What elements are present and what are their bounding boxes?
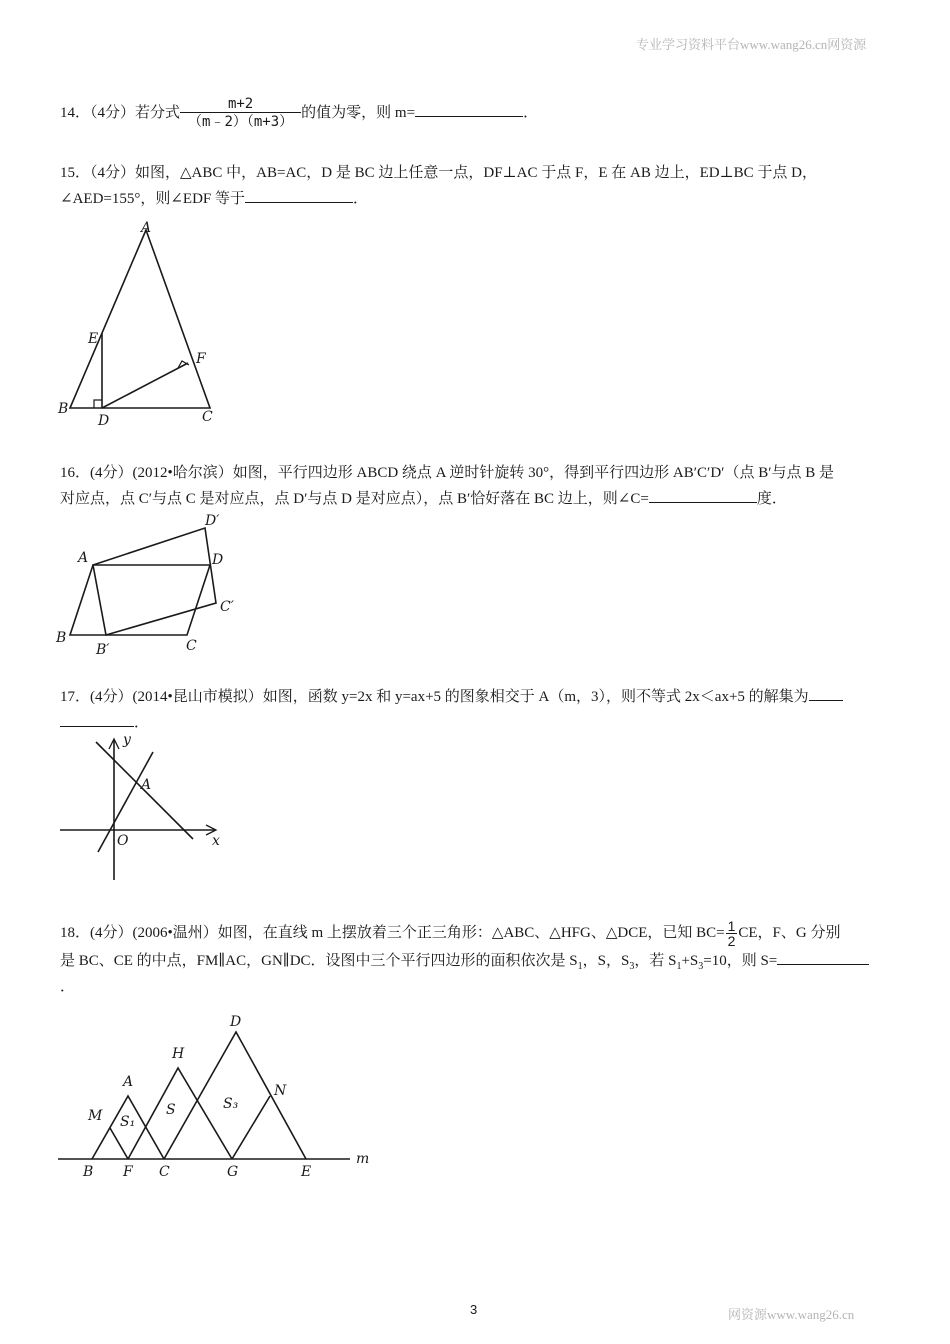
label-o: O: [117, 833, 129, 849]
q15-figure: [50, 215, 240, 430]
q18-answer-blank[interactable]: [777, 950, 869, 965]
label-c: C: [202, 409, 213, 425]
q17-figure: [55, 730, 235, 885]
label-d: D: [230, 1014, 242, 1030]
label-e: E: [88, 331, 99, 347]
q18-line1: [60, 918, 869, 948]
q14-end: ．: [523, 104, 539, 121]
label-b-prime: B′: [96, 642, 110, 658]
label-b: B: [83, 1164, 94, 1180]
q18-figure: [50, 1010, 390, 1185]
label-m-line: m: [356, 1151, 370, 1167]
q16-figure: [50, 508, 250, 658]
label-a: A: [141, 777, 152, 793]
question-15: [60, 162, 817, 210]
label-f: F: [123, 1164, 133, 1180]
question-14: [60, 96, 538, 131]
label-c: C: [159, 1164, 170, 1180]
right-angle-d: [94, 400, 102, 408]
label-a: A: [141, 220, 152, 236]
label-x: x: [212, 833, 220, 849]
q17-end: ．: [134, 715, 150, 731]
triangle-hfg: [128, 1068, 232, 1159]
segment-fm: [110, 1128, 128, 1159]
q16-line2: [60, 488, 834, 510]
label-b: B: [58, 401, 69, 417]
q16-line2-text: 对应点，点 C′与点 C 是对应点，点 D′与点 D 是对应点），点 B′恰好落在 BC 边上，则∠C=: [60, 491, 649, 507]
q14-denominator: （m﹣2）（m+3）: [180, 112, 301, 131]
q18-fraction: [726, 919, 738, 948]
parallelogram-ab1c1d1: [93, 528, 216, 635]
q18-line2: [60, 950, 869, 978]
q17-line1: [60, 686, 843, 708]
label-e: E: [301, 1164, 312, 1180]
q14-numerator: m+2: [227, 96, 254, 112]
q17-answer-blank-b[interactable]: [60, 712, 134, 727]
label-b: B: [56, 630, 67, 646]
question-16: [60, 462, 834, 510]
q18-line2-d: +S: [681, 953, 699, 970]
question-17: [60, 686, 843, 734]
q18-line1-b: CE，F、G 分别: [738, 925, 841, 941]
q16-unit: 度．: [756, 491, 787, 507]
label-y: y: [123, 732, 131, 748]
q18-sub-3b: 3: [698, 961, 704, 973]
q18-sub-1: 1: [577, 961, 583, 973]
question-18: [60, 918, 869, 996]
footer-site: 网资源www.wang26.cn: [728, 1307, 855, 1322]
q14-suffix: 的值为零，则 m=: [301, 104, 416, 121]
label-a: A: [123, 1074, 134, 1090]
q14-fraction: [180, 96, 301, 131]
q17-line1-text: 17．(4分）(2014•昆山市模拟）如图，函数 y=2x 和 y=ax+5 的图象相交于 A（m，3），则不等式 2x＜ax+5 的解集为: [60, 689, 809, 705]
q15-end: ．: [353, 191, 369, 207]
q15-line2: [60, 188, 817, 210]
triangle-abc: [70, 230, 210, 408]
q16-line1: 16．(4分）(2012•哈尔滨）如图，平行四边形 ABCD 绕点 A 逆时针旋转 30°，得到平行四边形 AB′C′D′（点 B′与点 B 是: [60, 465, 834, 481]
label-n: N: [274, 1083, 287, 1099]
q18-sub-1b: 1: [676, 961, 682, 973]
q18-line2-c: ，若 S: [634, 953, 677, 970]
label-s: S: [166, 1102, 176, 1118]
header-site: 专业学习资料平台www.wang26.cn网资源: [636, 37, 867, 52]
label-m-point: M: [88, 1108, 103, 1124]
q18-line1-a: 18．(4分）(2006•温州）如图，在直线 m 上摆放着三个正三角形：△ABC、△HFG、△DCE，已知 BC=: [60, 925, 725, 941]
label-s3: S₃: [223, 1096, 239, 1112]
q14-prefix: 14．（4分）若分式: [60, 104, 181, 121]
label-h: H: [172, 1046, 185, 1062]
q18-sub-3: 3: [629, 961, 635, 973]
segment-df: [102, 363, 188, 408]
label-d: D: [98, 413, 110, 429]
label-s1: S₁: [120, 1114, 136, 1130]
label-a: A: [78, 550, 89, 566]
q14-answer-blank[interactable]: [415, 102, 523, 117]
q18-line2-a: 是 BC、CE 的中点，FM∥AC，GN∥DC．设图中三个平行四边形的面积依次是 S: [60, 953, 578, 970]
label-f: F: [196, 351, 206, 367]
label-c: C: [186, 638, 197, 654]
q15-line1: 15．（4分）如图，△ABC 中，AB=AC，D 是 BC 边上任意一点，DF⊥AC 于点 F，E 在 AB 边上，ED⊥BC 于点 D，: [60, 165, 818, 181]
label-d-prime: D′: [205, 513, 220, 529]
page-number: 3: [470, 1302, 478, 1317]
q16-answer-blank[interactable]: [649, 488, 757, 503]
label-c-prime: C′: [220, 599, 234, 615]
q18-line2-e: =10，则 S=: [703, 953, 778, 970]
q18-end: ．: [60, 979, 76, 996]
label-d: D: [212, 552, 224, 568]
q17-answer-blank-a[interactable]: [809, 686, 843, 701]
q15-answer-blank[interactable]: [245, 188, 353, 203]
q18-line2-b: ，S，S: [582, 953, 630, 970]
q15-line2-text: ∠AED=155°，则∠EDF 等于: [60, 191, 246, 207]
q18-frac-den: 2: [727, 933, 736, 950]
label-g: G: [227, 1164, 239, 1180]
q18-frac-num: 1: [727, 918, 736, 935]
